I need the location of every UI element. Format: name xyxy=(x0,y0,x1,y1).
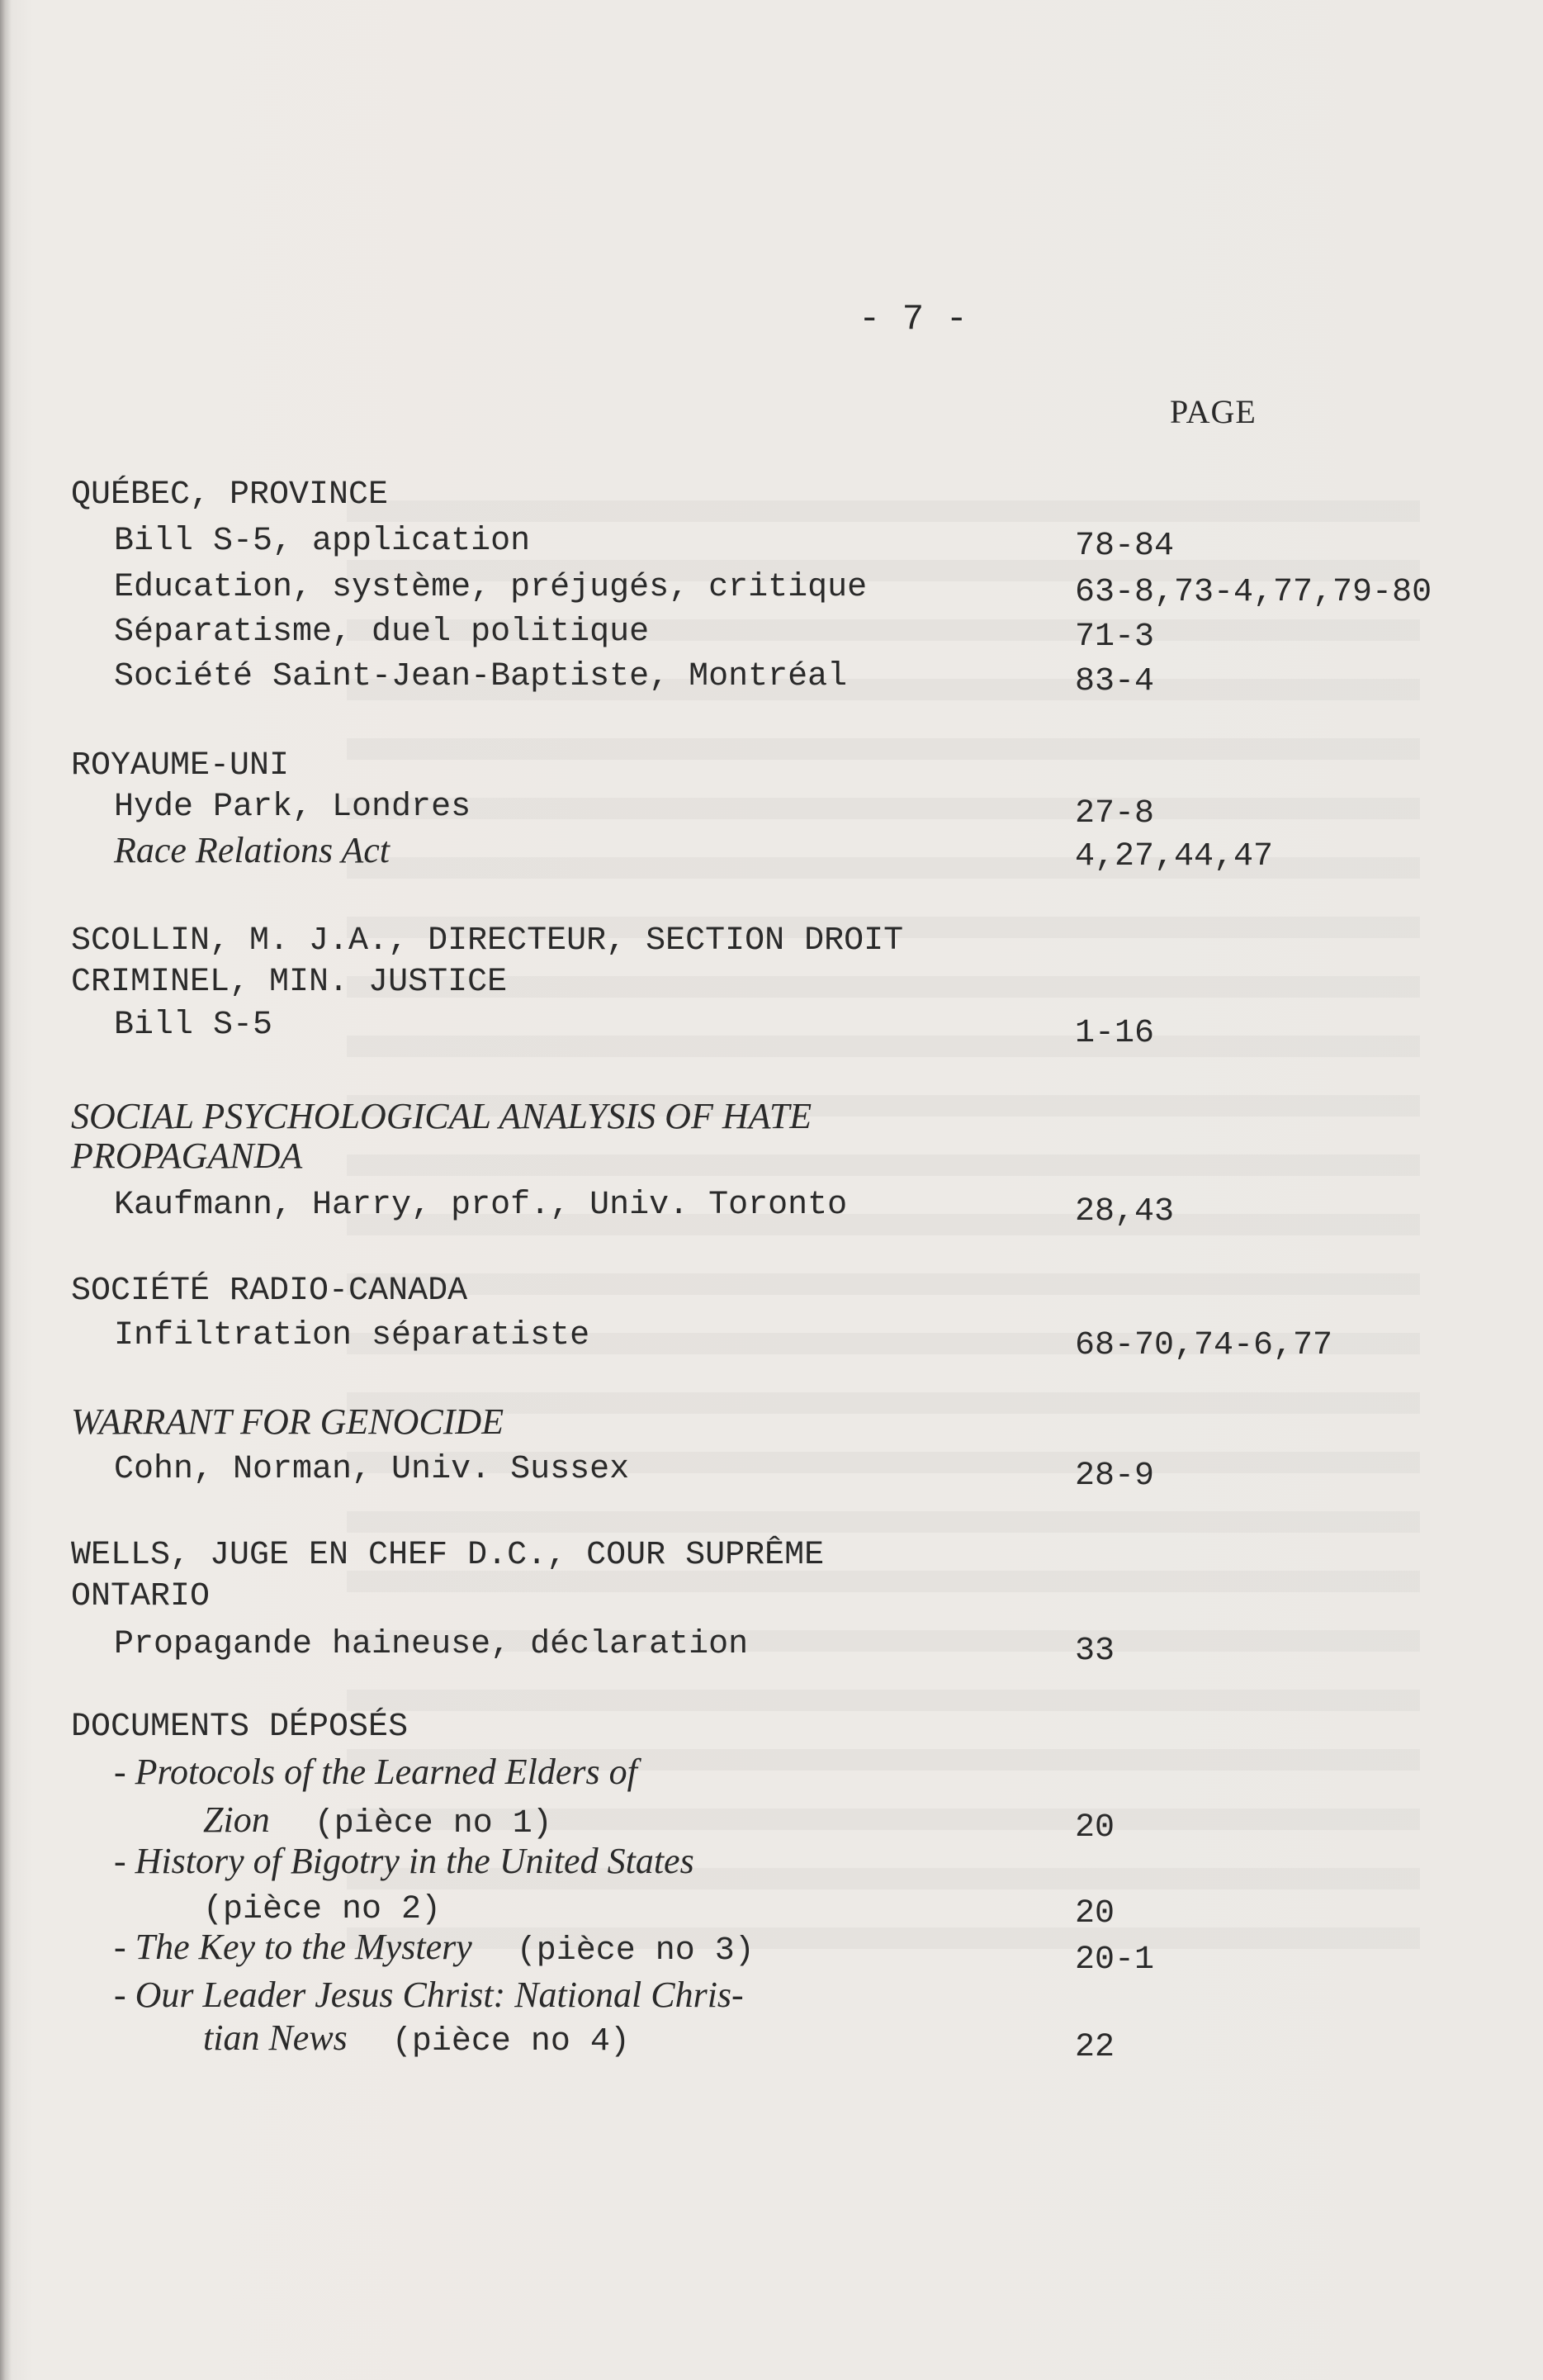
entry-pages: 22 xyxy=(1075,2029,1115,2066)
index-heading-title: WARRANT FOR GENOCIDE xyxy=(71,1401,504,1442)
index-heading-continued: CRIMINEL, MIN. JUSTICE xyxy=(71,964,508,1001)
index-heading: DOCUMENTS DÉPOSÉS xyxy=(71,1709,409,1746)
index-entry: Infiltration séparatiste xyxy=(114,1317,590,1354)
entry-pages: 20 xyxy=(1075,1809,1115,1847)
index-heading: ROYAUME-UNI xyxy=(71,747,290,785)
document-line xyxy=(203,1888,441,1927)
document-title-continued: Zion xyxy=(203,1799,270,1840)
index-entry: Hyde Park, Londres xyxy=(114,789,471,826)
index-entry: Kaufmann, Harry, prof., Univ. Toronto xyxy=(114,1187,848,1224)
document-title-continued: tian News xyxy=(203,2017,348,2058)
entry-pages: 4,27,44,47 xyxy=(1075,838,1274,875)
entry-pages: 28-9 xyxy=(1075,1458,1155,1495)
index-entry: Propagande haineuse, déclaration xyxy=(114,1626,749,1663)
index-entry: Education, système, préjugés, critique xyxy=(114,569,868,606)
exhibit-number: (pièce no 4) xyxy=(391,2023,630,2060)
entry-pages: 68-70,74-6,77 xyxy=(1075,1327,1333,1364)
entry-pages: 71-3 xyxy=(1075,619,1155,656)
page-column-header: PAGE xyxy=(1170,393,1257,430)
index-entry: Société Saint-Jean-Baptiste, Montréal xyxy=(114,658,848,695)
exhibit-number: (pièce no 3) xyxy=(516,1932,755,1970)
entry-pages: 27-8 xyxy=(1075,795,1155,832)
index-heading-title: SOCIAL PSYCHOLOGICAL ANALYSIS OF HATE xyxy=(71,1096,812,1136)
exhibit-number: (pièce no 2) xyxy=(203,1891,442,1928)
document-line xyxy=(203,2017,630,2060)
entry-pages: 63-8,73-4,77,79-80 xyxy=(1075,574,1432,611)
exhibit-number: (pièce no 1) xyxy=(314,1805,552,1842)
index-heading: QUÉBEC, PROVINCE xyxy=(71,476,389,514)
entry-pages: 20 xyxy=(1075,1895,1115,1932)
index-entry: Séparatisme, duel politique xyxy=(114,614,650,651)
index-entry: Bill S-5 xyxy=(114,1007,273,1044)
index-heading: SOCIÉTÉ RADIO-CANADA xyxy=(71,1273,468,1310)
document-title: - Protocols of the Learned Elders of xyxy=(114,1752,637,1792)
document-line xyxy=(114,1929,755,1968)
entry-pages: 20-1 xyxy=(1075,1941,1155,1979)
index-entry: Cohn, Norman, Univ. Sussex xyxy=(114,1451,630,1488)
entry-pages: 1-16 xyxy=(1075,1015,1155,1052)
index-entry-title: Race Relations Act xyxy=(114,830,390,870)
index-heading-continued: ONTARIO xyxy=(71,1578,211,1615)
entry-pages: 78-84 xyxy=(1075,528,1175,565)
index-heading: WELLS, JUGE EN CHEF D.C., COUR SUPRÊME xyxy=(71,1537,825,1574)
document-title: - The Key to the Mystery xyxy=(114,1927,472,1967)
index-heading-title-continued: PROPAGANDA xyxy=(71,1135,303,1176)
document-title: - Our Leader Jesus Christ: National Chris- xyxy=(114,1975,744,2015)
entry-pages: 33 xyxy=(1075,1633,1115,1670)
page-number: - 7 - xyxy=(859,299,968,340)
document-title: - History of Bigotry in the United States xyxy=(114,1841,694,1881)
document-line xyxy=(203,1799,552,1842)
index-entry: Bill S-5, application xyxy=(114,523,531,560)
index-heading: SCOLLIN, M. J.A., DIRECTEUR, SECTION DROIT xyxy=(71,922,904,960)
entry-pages: 83-4 xyxy=(1075,663,1155,700)
entry-pages: 28,43 xyxy=(1075,1193,1175,1230)
